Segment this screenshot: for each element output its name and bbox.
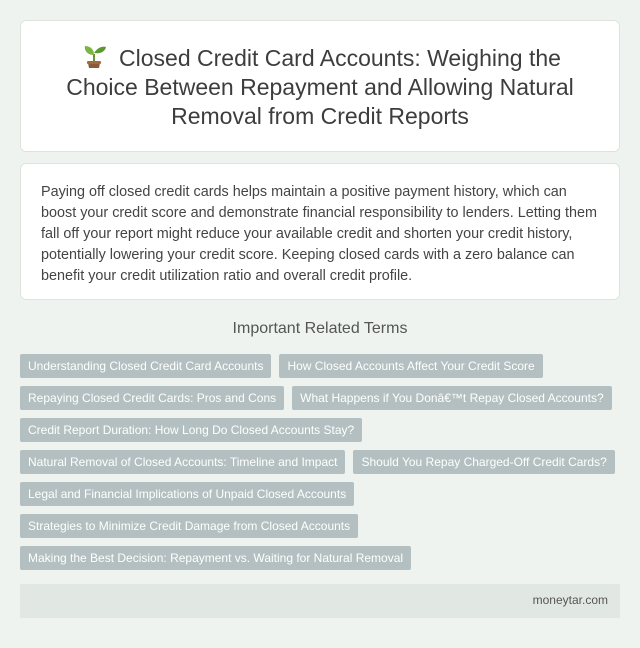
footer-bar — [20, 584, 620, 618]
term-tag[interactable]: Credit Report Duration: How Long Do Closed Accounts Stay? — [20, 418, 362, 442]
page-title — [21, 21, 619, 131]
term-tag[interactable]: What Happens if You Donâ€™t Repay Closed Accounts? — [292, 386, 612, 410]
related-terms-list — [20, 354, 620, 578]
term-tag[interactable]: Strategies to Minimize Credit Damage from Closed Accounts — [20, 514, 358, 538]
term-tag[interactable]: Repaying Closed Credit Cards: Pros and Cons — [20, 386, 284, 410]
term-tag[interactable]: Legal and Financial Implications of Unpaid Closed Accounts — [20, 482, 354, 506]
summary-card — [20, 163, 620, 300]
term-tag[interactable]: Making the Best Decision: Repayment vs. Waiting for Natural Removal — [20, 546, 411, 570]
term-tag[interactable]: How Closed Accounts Affect Your Credit Score — [279, 354, 542, 378]
title-card — [20, 20, 620, 152]
page-title-text: Closed Credit Card Accounts: Weighing the Choice Between Repayment and Allowing Natural Removal from Credit Reports — [66, 45, 574, 129]
term-tag[interactable]: Should You Repay Charged-Off Credit Cards? — [353, 450, 614, 474]
sprout-icon — [79, 43, 109, 69]
related-terms-heading: Important Related Terms — [232, 320, 408, 337]
footer-site-link[interactable]: moneytar.com — [532, 593, 608, 607]
term-tag[interactable]: Understanding Closed Credit Card Accounts — [20, 354, 271, 378]
summary-text: Paying off closed credit cards helps maintain a positive payment history, which can boost your credit score and demonstrate financial responsibility to lenders. Letting them fall off your report might reduce your available credit and shorten your credit history, potentially lowering your credit score. Keeping closed cards with a zero balance can benefit your credit utilization ratio and overall credit profile. — [41, 184, 597, 284]
term-tag[interactable]: Natural Removal of Closed Accounts: Timeline and Impact — [20, 450, 345, 474]
